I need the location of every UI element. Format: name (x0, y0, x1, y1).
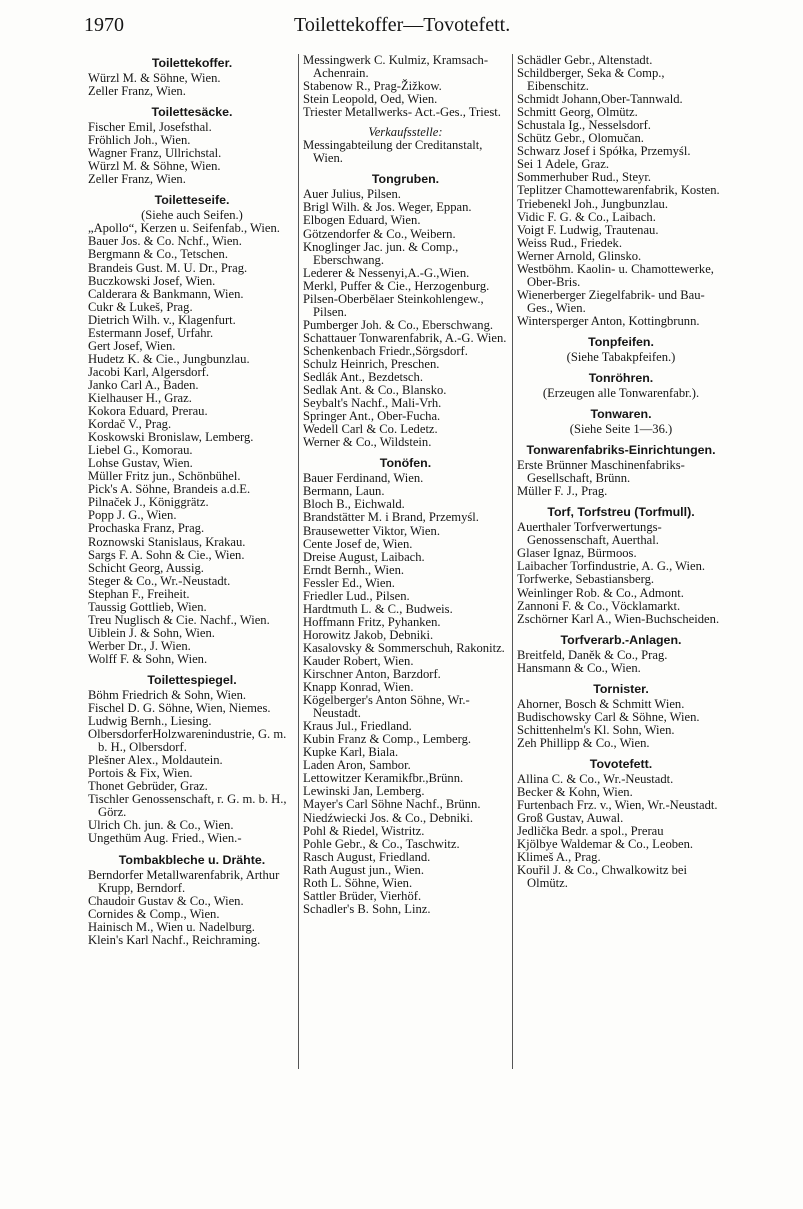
directory-entry: Taussig Gottlieb, Wien. (88, 599, 207, 614)
directory-entry: Sommerhuber Rud., Steyr. (517, 170, 651, 185)
section-heading: Tonwarenfabriks-Einrichtungen. (526, 443, 716, 458)
directory-entry: Wedell Carl & Co. Ledetz. (303, 422, 438, 437)
directory-entry: Zeller Franz, Wien. (88, 172, 186, 187)
directory-entry: Rasch August, Friedland. (303, 849, 431, 864)
directory-entry: Koskowski Bronislaw, Lemberg. (88, 430, 254, 445)
directory-entry: Brandeis Gust. M. U. Dr., Prag. (88, 260, 248, 275)
directory-entry: Triester Metallwerks- Act.-Ges., Triest. (303, 105, 501, 120)
directory-entry: Dietrich Wilh. v., Klagenfurt. (88, 312, 236, 327)
directory-entry: Fröhlich Joh., Wien. (88, 133, 191, 148)
directory-entry: Bauer Ferdinand, Wien. (303, 471, 424, 486)
directory-entry: Bloch B., Eichwald. (303, 497, 405, 512)
section-heading: Tonwaren. (590, 407, 652, 422)
directory-entry: Schwarz Josef i Spółka, Przemyśl. (517, 144, 691, 159)
section-note: (Erzeugen alle Tonwarenfabr.). (542, 386, 700, 401)
directory-entry: Erste Brünner Maschinenfabriks-Gesellschaft, Brünn. (517, 458, 685, 486)
section-heading: Tovotefett. (589, 756, 653, 771)
directory-entry: Pumberger Joh. & Co., Eberschwang. (303, 317, 494, 332)
directory-entry: Laden Aron, Sambor. (303, 758, 411, 773)
directory-entry: Sei 1 Adele, Graz. (517, 157, 609, 172)
directory-entry: Müller Fritz jun., Schönbühel. (88, 469, 241, 484)
directory-entry: Glaser Ignaz, Bürmoos. (517, 546, 637, 561)
directory-entry: Pohl & Riedel, Wistritz. (303, 823, 425, 838)
directory-entry: Sedlak Ant. & Co., Blansko. (303, 383, 447, 398)
directory-entry: Gert Josef, Wien. (88, 338, 176, 353)
directory-entry: Knapp Konrad, Wien. (303, 680, 414, 695)
directory-entry: Niedźwiecki Jos. & Co., Debniki. (303, 810, 473, 825)
directory-entry: Voigt F. Ludwig, Trautenau. (517, 222, 659, 237)
directory-entry: Vidic F. G. & Co., Laibach. (517, 209, 656, 224)
column-divider (298, 54, 299, 1069)
directory-entry: Würzl M. & Söhne, Wien. (88, 159, 221, 174)
directory-entry: Teplitzer Chamottewarenfabrik, Kosten. (517, 183, 720, 198)
directory-entry: Bermann, Laun. (303, 484, 385, 499)
section-heading: Torf, Torfstreu (Torfmull). (547, 505, 695, 520)
directory-entry: Wagner Franz, Ullrichstal. (88, 146, 222, 161)
directory-entry: Horowitz Jakob, Debniki. (303, 627, 434, 642)
directory-entry: Böhm Friedrich & Sohn, Wien. (88, 687, 247, 702)
directory-entry: Pilsen-Oberbělaer Steinkohlengew., Pilsen. (303, 291, 484, 319)
directory-entry: Wienerberger Ziegelfabrik- und Bau-Ges., Wien. (517, 287, 705, 315)
directory-entry: Pick's A. Söhne, Brandeis a.d.E. (88, 482, 251, 497)
directory-entry: Stephan F., Freiheit. (88, 586, 190, 601)
directory-entry: Liebel G., Komorau. (88, 443, 193, 458)
directory-entry: Janko Carl A., Baden. (88, 377, 199, 392)
section-note: (Siehe Seite 1—36.) (569, 422, 673, 437)
directory-entry: Klimeš A., Prag. (517, 850, 601, 865)
directory-entry: Zeller Franz, Wien. (88, 84, 186, 99)
directory-entry: Kraus Jul., Friedland. (303, 719, 412, 734)
directory-entry: Brigl Wilh. & Jos. Weger, Eppan. (303, 200, 472, 215)
directory-entry: Hainisch M., Wien u. Nadelburg. (88, 919, 255, 934)
directory-entry: Buczkowski Josef, Wien. (88, 273, 216, 288)
directory-entry: Westböhm. Kaolin- u. Chamottewerke, Ober-Bris. (517, 261, 714, 289)
directory-entry: Portois & Fix, Wien. (88, 766, 193, 781)
section-heading: Tonöfen. (379, 456, 432, 471)
directory-entry: Erndt Bernh., Wien. (303, 562, 405, 577)
directory-entry: Stein Leopold, Oed, Wien. (303, 92, 438, 107)
directory-entry: Pilnaček J., Königgrätz. (88, 495, 209, 510)
directory-entry: Hudetz K. & Cie., Jungbunzlau. (88, 351, 250, 366)
directory-entry: Schicht Georg, Aussig. (88, 560, 204, 575)
directory-entry: Mayer's Carl Söhne Nachf., Brünn. (303, 797, 481, 812)
directory-entry: Lohse Gustav, Wien. (88, 456, 193, 471)
directory-entry: Klein's Karl Nachf., Reichraming. (88, 932, 261, 947)
directory-entry: Triebenekl Joh., Jungbunzlau. (517, 196, 668, 211)
directory-entry: „Apollo“, Kerzen u. Seifenfab., Wien. (88, 221, 280, 236)
directory-entry: Torfwerke, Sebastiansberg. (517, 572, 655, 587)
directory-entry: Lederer & Nessenyi,A.-G.,Wien. (303, 265, 470, 280)
directory-entry: Kögelberger's Anton Söhne, Wr.-Neustadt. (303, 693, 470, 721)
directory-entry: Müller F. J., Prag. (517, 484, 608, 499)
directory-entry: Hansmann & Co., Wien. (517, 660, 641, 675)
section-heading: Tonpfeifen. (588, 334, 654, 349)
directory-entry: Schustala Ig., Nesselsdorf. (517, 118, 651, 133)
directory-entry: Cornides & Comp., Wien. (88, 906, 220, 921)
directory-entry: Schmidt Johann,Ober-Tannwald. (517, 92, 683, 107)
directory-entry: Werber Dr., J. Wien. (88, 638, 191, 653)
directory-entry: Cukr & Lukeš, Prag. (88, 299, 193, 314)
directory-entry: Springer Ant., Ober-Fucha. (303, 409, 441, 424)
directory-entry: Schadler's B. Sohn, Linz. (303, 901, 431, 916)
directory-entry: Zannoni F. & Co., Vöcklamarkt. (517, 598, 681, 613)
directory-entry: Zschörner Karl A., Wien-Buchscheiden. (517, 611, 720, 626)
directory-entry: Jacobi Karl, Algersdorf. (88, 364, 210, 379)
directory-entry: Ahorner, Bosch & Schmitt Wien. (517, 696, 685, 711)
directory-entry: Sargs F. A. Sohn & Cie., Wien. (88, 547, 245, 562)
directory-entry: Fischel D. G. Söhne, Wien, Niemes. (88, 701, 271, 716)
page-header (84, 14, 524, 38)
directory-entry: Ludwig Bernh., Liesing. (88, 714, 212, 729)
directory-entry: Kasalovsky & Sommerschuh, Rakonitz. (303, 640, 505, 655)
directory-entry: Jedlička Bedr. a spol., Prerau (517, 824, 664, 839)
directory-entry: Estermann Josef, Urfahr. (88, 325, 214, 340)
directory-entry: Weiss Rud., Friedek. (517, 235, 622, 250)
directory-entry: Fessler Ed., Wien. (303, 575, 395, 590)
directory-entry: Steger & Co., Wr.-Neustadt. (88, 573, 231, 588)
directory-entry: Chaudoir Gustav & Co., Wien. (88, 893, 244, 908)
section-heading: Tombakbleche u. Drähte. (118, 852, 266, 867)
directory-entry: Uiblein J. & Sohn, Wien. (88, 625, 215, 640)
section-heading: Torfverarb.-Anlagen. (560, 632, 682, 647)
directory-entry: Würzl M. & Söhne, Wien. (88, 71, 221, 85)
section-heading: Toiletteseife. (154, 193, 230, 208)
directory-entry: Roznowski Stanislaus, Krakau. (88, 534, 246, 549)
directory-entry: Lewinski Jan, Lemberg. (303, 784, 425, 799)
section-heading: Tornister. (593, 681, 649, 696)
directory-entry: Werner & Co., Wildstein. (303, 435, 432, 450)
directory-entry: Bergmann & Co., Tetschen. (88, 247, 228, 262)
directory-entry: Kielhauser H., Graz. (88, 390, 192, 405)
directory-entry: Ulrich Ch. jun. & Co., Wien. (88, 818, 234, 833)
directory-entry: Knoglinger Jac. jun. & Comp., Eberschwang. (303, 239, 459, 267)
directory-entry: Breitfeld, Daněk & Co., Prag. (517, 647, 668, 662)
directory-entry: Plešner Alex., Moldautein. (88, 753, 223, 768)
directory-entry: Weinlinger Rob. & Co., Admont. (517, 585, 684, 600)
directory-entry: Friedler Lud., Pilsen. (303, 588, 410, 603)
directory-entry: Lettowitzer Keramikfbr.,Brünn. (303, 771, 464, 786)
directory-entry: Kokora Eduard, Prerau. (88, 404, 208, 419)
section-subheading: Verkaufsstelle: (368, 125, 443, 140)
directory-entry: Fischer Emil, Josefsthal. (88, 120, 212, 135)
page-number: 1970 (84, 14, 124, 36)
directory-entry: Auerthaler Torfverwertungs-Genossenschaft, Auerthal. (517, 520, 662, 548)
directory-entry: Tischler Genossenschaft, r. G. m. b. H., Görz. (88, 792, 287, 820)
directory-entry: OlbersdorferHolzwarenindustrie, G. m. b. H., Olbersdorf. (88, 727, 287, 755)
directory-entry: Becker & Kohn, Wien. (517, 784, 633, 799)
directory-entry: Wolff F. & Sohn, Wien. (88, 651, 208, 666)
directory-entry: Bauer Jos. & Co. Nchf., Wien. (88, 234, 242, 249)
directory-entry: Allina C. & Co., Wr.-Neustadt. (517, 771, 674, 786)
directory-entry: Schittenhelm's Kl. Sohn, Wien. (517, 722, 675, 737)
directory-entry: Kirschner Anton, Barzdorf. (303, 667, 441, 682)
directory-entry: Schulz Heinrich, Preschen. (303, 356, 440, 371)
directory-entry: Ungethüm Aug. Fried., Wien.- (88, 831, 242, 846)
running-title: Toilettekoffer—Tovotefett. (294, 14, 511, 36)
directory-entry: Messingabteilung der Creditanstalt, Wien. (303, 138, 483, 166)
directory-entry: Schädler Gebr., Altenstadt. (517, 53, 653, 67)
directory-entry: Kubin Franz & Comp., Lemberg. (303, 732, 472, 747)
directory-entry: Elbogen Eduard, Wien. (303, 213, 421, 228)
directory-entry: Schattauer Tonwarenfabrik, A.-G. Wien. (303, 330, 507, 345)
section-note: (Siehe auch Seifen.) (141, 208, 243, 223)
directory-entry: Groß Gustav, Auwal. (517, 811, 624, 826)
directory-entry: Sedlák Ant., Bezdetsch. (303, 370, 423, 385)
directory-entry: Prochaska Franz, Prag. (88, 521, 205, 536)
directory-entry: Auer Julius, Pilsen. (303, 187, 401, 202)
directory-entry: Brausewetter Viktor, Wien. (303, 523, 440, 538)
directory-entry: Messingwerk C. Kulmiz, Kramsach-Achenrain. (303, 53, 489, 81)
section-note: (Siehe Tabakpfeifen.) (566, 349, 676, 364)
directory-entry: Wintersperger Anton, Kottingbrunn. (517, 313, 700, 328)
directory-entry: Schenkenbach Friedr.,Sörgsdorf. (303, 343, 468, 358)
directory-entry: Laibacher Torfindustrie, A. G., Wien. (517, 559, 706, 574)
section-heading: Toilettesäcke. (151, 105, 233, 120)
section-heading: Toilettespiegel. (147, 672, 237, 687)
directory-entry: Hoffmann Fritz, Pyhanken. (303, 614, 441, 629)
directory-entry: Berndorfer Metallwarenfabrik, Arthur Krupp, Berndorf. (88, 867, 280, 895)
section-heading: Toilettekoffer. (151, 56, 233, 70)
directory-entry: Schmitt Georg, Olmütz. (517, 105, 638, 120)
directory-entry: Kouřil J. & Co., Chwalkowitz bei Olmütz. (517, 863, 688, 891)
directory-entry: Merkl, Puffer & Cie., Herzogenburg. (303, 278, 490, 293)
directory-entry: Kauder Robert, Wien. (303, 653, 414, 668)
column-1 (88, 54, 296, 947)
directory-entry: Roth L. Söhne, Wien. (303, 875, 413, 890)
directory-entry: Treu Nuglisch & Cie. Nachf., Wien. (88, 612, 270, 627)
column-2 (303, 54, 508, 916)
directory-entry: Hardtmuth L. & C., Budweis. (303, 601, 453, 616)
section-heading: Tongruben. (371, 172, 440, 187)
directory-entry: Brandstätter M. i Brand, Przemyśl. (303, 510, 479, 525)
directory-entry: Popp J. G., Wien. (88, 508, 177, 523)
directory-entry: Zeh Phillipp & Co., Wien. (517, 735, 650, 750)
directory-entry: Werner Arnold, Glinsko. (517, 248, 642, 263)
directory-entry: Rath August jun., Wien. (303, 862, 424, 877)
directory-entry: Sattler Brüder, Vierhöf. (303, 888, 422, 903)
column-divider (512, 54, 513, 1069)
directory-entry: Pohle Gebr., & Co., Taschwitz. (303, 836, 460, 851)
directory-entry: Thonet Gebrüder, Graz. (88, 779, 208, 794)
directory-entry: Cente Josef de, Wien. (303, 536, 413, 551)
directory-entry: Stabenow R., Prag-Žižkow. (303, 79, 442, 94)
directory-entry: Schütz Gebr., Olomučan. (517, 131, 644, 146)
section-heading: Tonröhren. (588, 371, 654, 386)
directory-entry: Dreise August, Laibach. (303, 549, 425, 564)
column-3 (517, 54, 725, 890)
directory-entry: Götzendorfer & Co., Weibern. (303, 226, 456, 241)
directory-entry: Kjölbye Waldemar & Co., Leoben. (517, 837, 694, 852)
directory-entry: Seybalt's Nachf., Mali-Vrh. (303, 396, 442, 411)
directory-entry: Budischowsky Carl & Söhne, Wien. (517, 709, 700, 724)
directory-entry: Furtenbach Frz. v., Wien, Wr.-Neustadt. (517, 798, 718, 813)
directory-entry: Calderara & Bankmann, Wien. (88, 286, 244, 301)
directory-entry: Kupke Karl, Biala. (303, 745, 399, 760)
directory-entry: Schildberger, Seka & Comp., Eibenschitz. (517, 66, 665, 94)
directory-entry: Kordač V., Prag. (88, 417, 172, 432)
